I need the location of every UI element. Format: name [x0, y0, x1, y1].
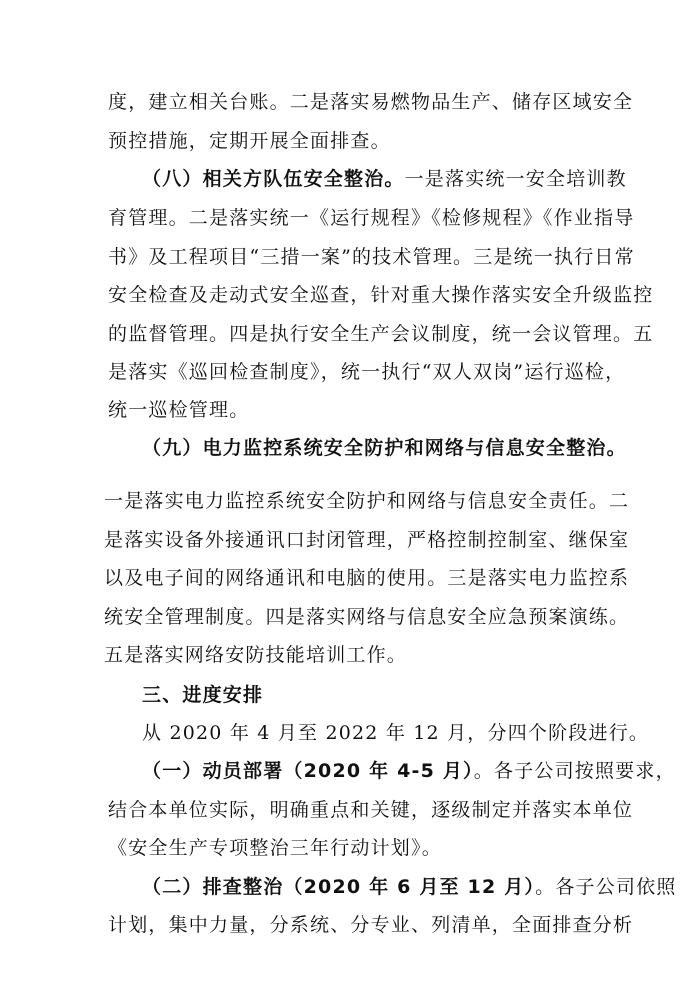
schedule-heading: 三、进度安排: [142, 684, 264, 706]
paragraph-line: 育管理。二是落实统一《运行规程》《检修规程》《作业指导: [108, 207, 635, 229]
paragraph-line: 是落实《巡回检查制度》，统一执行“双人双岗”运行巡检，: [108, 361, 626, 383]
paragraph-line: 结合本单位实际，明确重点和关键，逐级制定并落实本单位: [108, 799, 634, 821]
paragraph-line: 一是落实电力监控系统安全防护和网络与信息安全责任。二: [104, 490, 630, 512]
phase-one-heading: （一）动员部署（2020 年 4-5 月）: [142, 760, 474, 782]
section-eight-heading: （八）相关方队伍安全整治。: [142, 168, 405, 190]
paragraph-line: 统一巡检管理。: [108, 399, 250, 421]
paragraph-line: 计划，集中力量，分系统、分专业、列清单，全面排查分析: [108, 914, 634, 936]
paragraph-line: 从 2020 年 4 月至 2022 年 12 月，分四个阶段进行。: [142, 722, 650, 744]
section-eight-first-line: [142, 167, 627, 191]
paragraph-line: 预控措施，定期开展全面排查。: [108, 130, 391, 152]
paragraph-line: 以及电子间的网络通讯和电脑的使用。三是落实电力监控系: [104, 567, 630, 589]
paragraph-text: 一是落实统一安全培训教: [404, 168, 627, 190]
paragraph-line: 度，建立相关台账。二是落实易燃物品生产、储存区域安全: [108, 91, 634, 113]
paragraph-line: 《安全生产专项整治三年行动计划》。: [108, 837, 442, 859]
paragraph-line: 五是落实网络安防技能培训工作。: [104, 644, 408, 666]
phase-two-heading: （二）排查整治（2020 年 6 月至 12 月）: [142, 876, 536, 898]
paragraph-line: 安全检查及走动式安全巡查，针对重大操作落实安全升级监控: [108, 284, 654, 306]
paragraph-line: 是落实设备外接通讯口封闭管理，严格控制控制室、继保室: [104, 529, 630, 551]
phase-one-first-line: [142, 759, 676, 783]
paragraph-line: 统安全管理制度。四是落实网络与信息安全应急预案演练。: [104, 606, 630, 628]
section-nine-heading: （九）电力监控系统安全防护和网络与信息安全整治。: [142, 437, 627, 459]
phase-two-first-line: [142, 875, 677, 899]
paragraph-line: 书》及工程项目“三措一案”的技术管理。三是统一执行日常: [108, 246, 635, 268]
paragraph-text: 。各子公司按照要求，: [473, 760, 676, 782]
paragraph-line: 的监督管理。四是执行安全生产会议制度，统一会议管理。五: [108, 323, 654, 345]
paragraph-text: 。各子公司依照: [535, 876, 677, 898]
